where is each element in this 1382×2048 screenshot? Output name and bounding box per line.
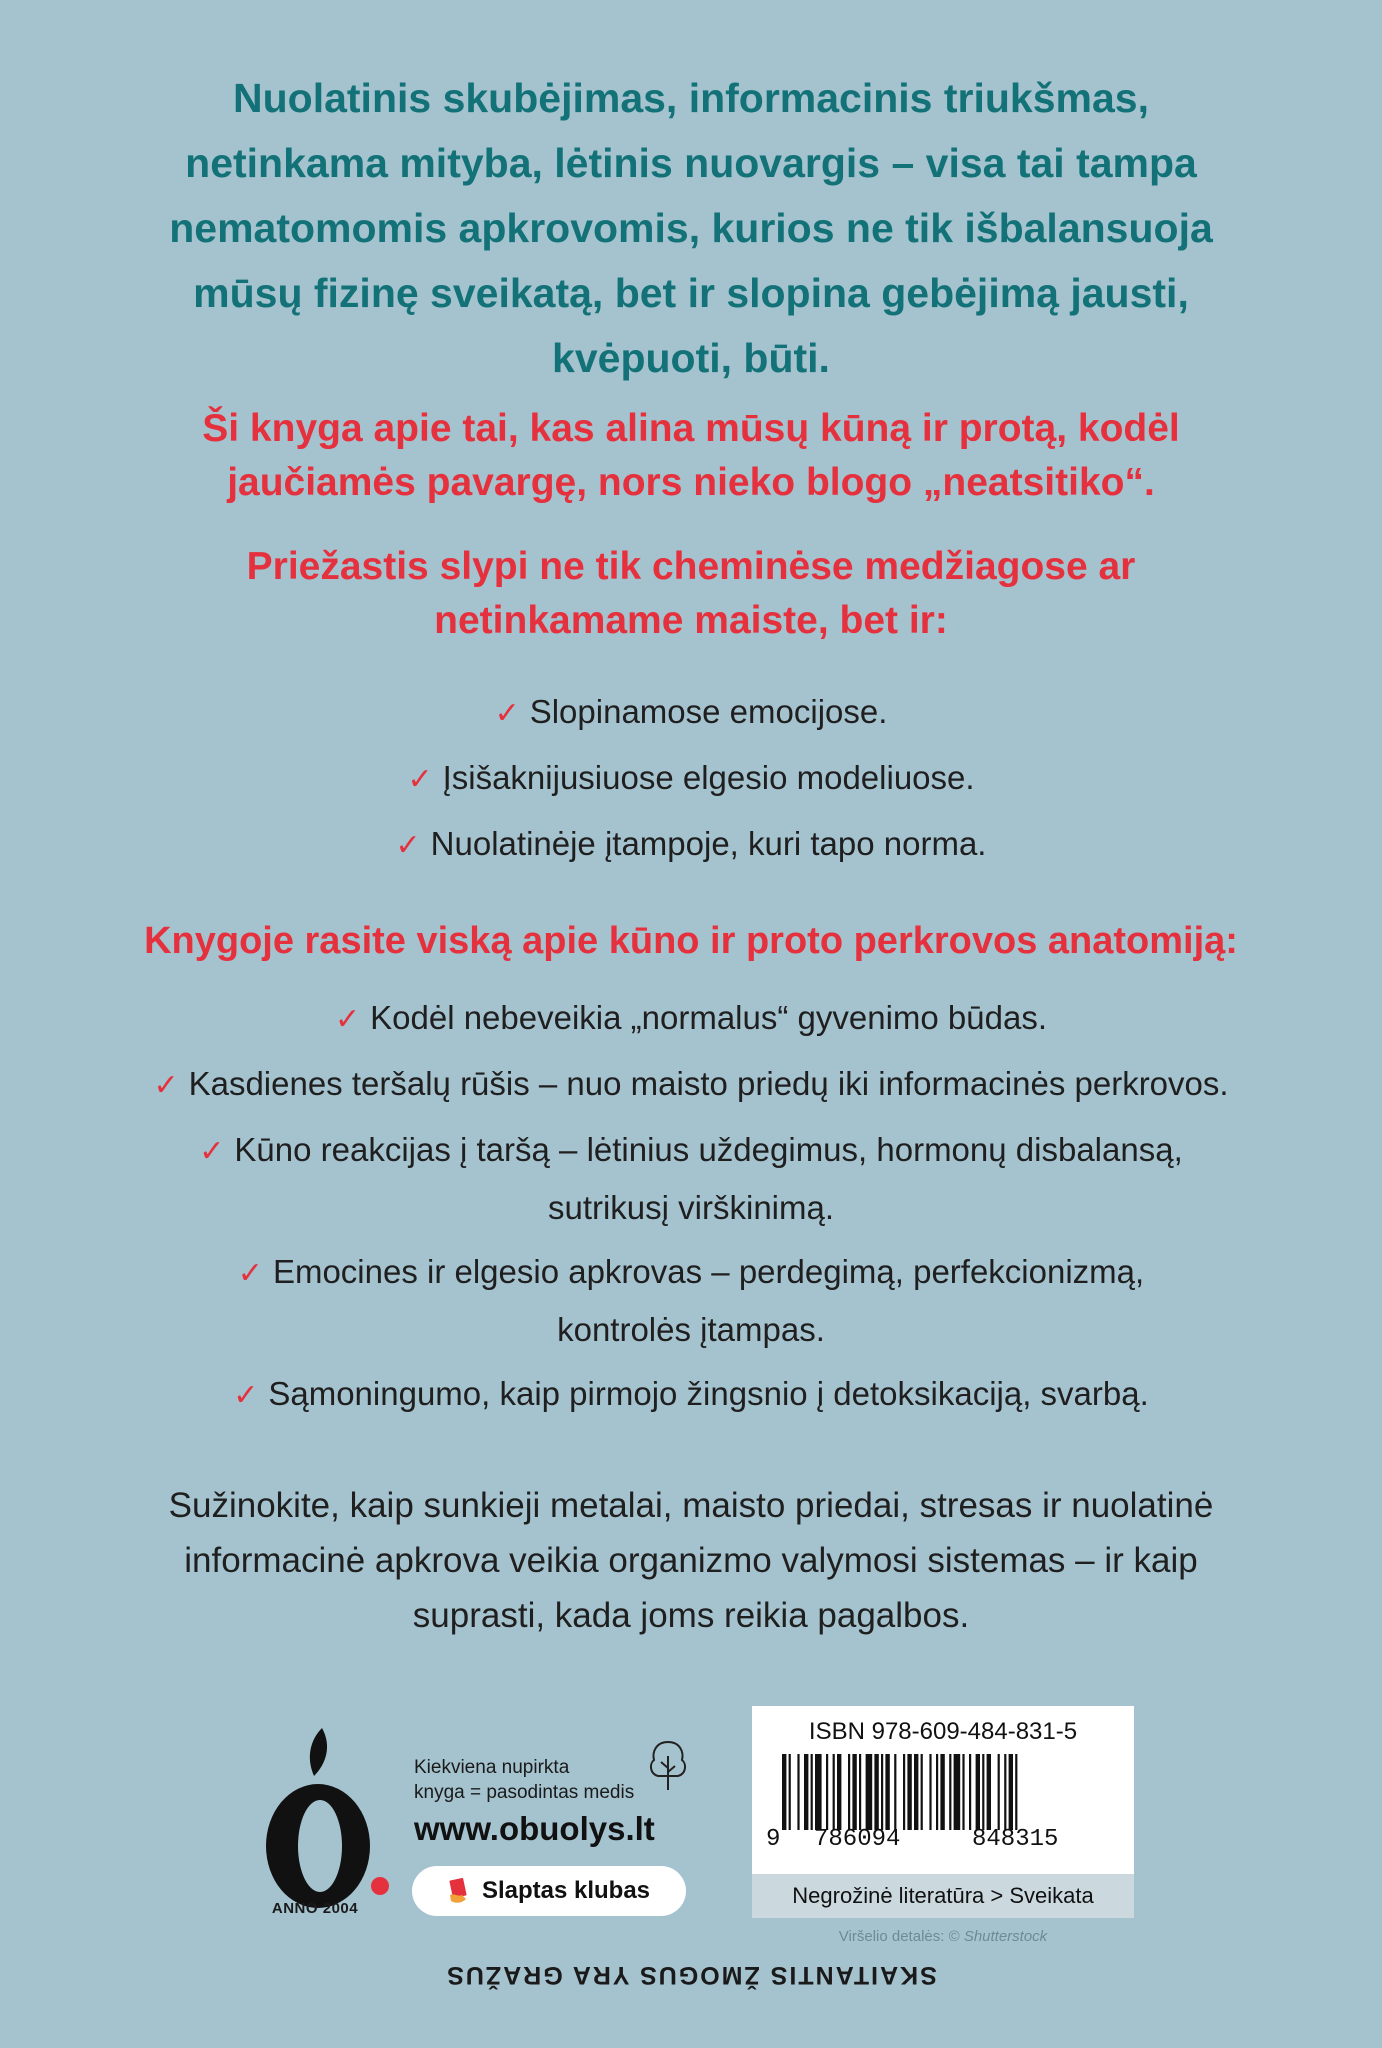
- barcode-bar: [804, 1754, 808, 1830]
- intro-paragraph: [60, 66, 1322, 391]
- cover-credit: [752, 1928, 1134, 1945]
- barcode: [782, 1754, 1108, 1830]
- contents-heading: Knygoje rasite viską apie kūno ir proto perkrovos anatomiją:: [144, 920, 1238, 962]
- list-item-text: Įsišaknijusiuose elgesio modeliuose.: [442, 759, 975, 796]
- barcode-bar: [949, 1754, 951, 1830]
- barcode-bar: [998, 1754, 1000, 1830]
- closing-line: informacinė apkrova veikia organizmo valymosi sistemas – ir kaip: [184, 1541, 1198, 1580]
- list-item-text: Emocines ir elgesio apkrovas – perdegimą, perfekcionizmą,: [272, 1253, 1145, 1290]
- barcode-digits-left: 786094: [814, 1826, 901, 1853]
- lead-line: jaučiamės pavargę, nors nieko blogo „neatsitiko“.: [227, 461, 1155, 504]
- list-item-text: Kasdienes teršalų rūšis – nuo maisto priedų iki informacinės perkrovos.: [188, 1065, 1229, 1102]
- isbn-text: ISBN 978-609-484-831-5: [808, 1718, 1078, 1745]
- barcode-bar: [852, 1754, 856, 1830]
- barcode-bar: [848, 1754, 850, 1830]
- list-item-text: Slopinamose emocijose.: [529, 693, 888, 730]
- intro-line: mūsų fizinę sveikatą, bet ir slopina gebėjimą jausti,: [193, 270, 1189, 316]
- club-label: Slaptas klubas: [481, 1877, 651, 1904]
- barcode-bar: [903, 1754, 905, 1830]
- barcode-bar: [782, 1754, 786, 1830]
- barcode-bar: [921, 1754, 923, 1830]
- tree-note-line: knyga = pasodintas medis: [414, 1782, 635, 1803]
- apple-o-logo: [240, 1718, 400, 1918]
- list-item-text: Sąmoningumo, kaip pirmojo žingsnio į detoksikaciją, svarbą.: [268, 1375, 1149, 1412]
- barcode-bar: [833, 1754, 835, 1830]
- list-item-text: Kūno reakcijas į taršą – lėtinius uždegimus, hormonų disbalansą,: [234, 1131, 1183, 1168]
- lead-line: Ši knyga apie tai, kas alina mūsų kūną ir protą, kodėl: [202, 407, 1180, 450]
- publisher-website-link[interactable]: www.obuolys.lt: [414, 1810, 655, 1847]
- intro-line: netinkama mityba, lėtinis nuovargis – visa tai tampa: [185, 140, 1197, 186]
- barcode-bar: [815, 1754, 822, 1830]
- list-item: [60, 1244, 1322, 1358]
- credit-prefix: Viršelio detalės: ©: [838, 1928, 960, 1945]
- intro-line: kvėpuoti, būti.: [552, 335, 830, 381]
- credit-source: Shutterstock: [963, 1928, 1048, 1945]
- hand-book-icon: [448, 1877, 470, 1905]
- check-icon: ✓: [334, 1002, 361, 1037]
- barcode-bar: [962, 1754, 964, 1830]
- barcode-bar: [936, 1754, 938, 1830]
- category-label: Negrožinė literatūra > Sveikata: [752, 1874, 1134, 1918]
- contents-list: [60, 990, 1322, 1424]
- closing-line: Sužinokite, kaip sunkieji metalai, maisto priedai, stresas ir nuolatinė: [168, 1486, 1214, 1525]
- intro-line: nematomomis apkrovomis, kurios ne tik išbalansuoja: [169, 205, 1213, 251]
- barcode-bar: [874, 1754, 878, 1830]
- list-item-text: kontrolės įtampas.: [557, 1311, 825, 1348]
- tree-note: [414, 1755, 634, 1805]
- check-icon: ✓: [494, 696, 520, 731]
- list-item: [60, 1122, 1322, 1236]
- barcode-bar: [811, 1754, 813, 1830]
- closing-paragraph: [90, 1478, 1292, 1643]
- barcode-bar: [797, 1754, 799, 1830]
- barcode-bar: [907, 1754, 911, 1830]
- check-icon: ✓: [199, 1134, 225, 1169]
- barcode-bar: [987, 1754, 991, 1830]
- barcode-bar: [929, 1754, 931, 1830]
- check-icon: ✓: [233, 1378, 259, 1413]
- barcode-bar: [954, 1754, 961, 1830]
- barcode-bar: [885, 1754, 889, 1830]
- barcode-bar: [976, 1754, 980, 1830]
- check-icon: ✓: [153, 1068, 179, 1103]
- barcode-bar: [837, 1754, 841, 1830]
- tree-outline-icon: [646, 1738, 690, 1792]
- barcode-digit-first: 9: [766, 1826, 781, 1853]
- list-item: [60, 1056, 1322, 1114]
- barcode-bar: [881, 1754, 883, 1830]
- barcode-bar: [982, 1754, 984, 1830]
- list-item-text: Kodėl nebeveikia „normalus“ gyvenimo būdas.: [370, 999, 1047, 1036]
- check-icon: ✓: [407, 762, 433, 797]
- list-item: [60, 816, 1322, 874]
- cause-heading: [60, 540, 1322, 648]
- cause-heading-line: netinkamame maiste, bet ir:: [434, 599, 948, 642]
- list-item-text: sutrikusį virškinimą.: [547, 1189, 835, 1226]
- barcode-bar: [866, 1754, 873, 1830]
- list-item: [60, 1366, 1322, 1424]
- list-item-text: Nuolatinėje įtampoje, kuri tapo norma.: [430, 825, 987, 862]
- club-badge[interactable]: [412, 1866, 686, 1916]
- closing-line: suprasti, kada joms reikia pagalbos.: [412, 1596, 970, 1635]
- list-item: [60, 684, 1322, 742]
- tree-note-line: Kiekviena nupirkta: [414, 1757, 570, 1778]
- list-item: [60, 750, 1322, 808]
- intro-line: Nuolatinis skubėjimas, informacinis triukšmas,: [233, 75, 1149, 121]
- barcode-bar: [1009, 1754, 1013, 1830]
- barcode-bar: [826, 1754, 828, 1830]
- barcode-bar: [914, 1754, 918, 1830]
- motto-inverted: SKAITANTIS ŽMOGUS YRA GRAŽUS: [445, 1961, 937, 1989]
- anno-label: ANNO 2004: [271, 1900, 359, 1917]
- barcode-bar: [789, 1754, 791, 1830]
- barcode-bar: [940, 1754, 944, 1830]
- barcode-bar: [1015, 1754, 1017, 1830]
- barcode-digits-right: 848315: [972, 1826, 1059, 1853]
- lead-paragraph: [60, 402, 1322, 510]
- barcode-bar: [1004, 1754, 1006, 1830]
- barcode-bar: [894, 1754, 896, 1830]
- check-icon: ✓: [395, 828, 421, 863]
- cause-heading-line: Priežastis slypi ne tik cheminėse medžiagose ar: [246, 545, 1136, 588]
- cause-list: [60, 684, 1322, 874]
- barcode-bar: [969, 1754, 971, 1830]
- check-icon: ✓: [237, 1256, 263, 1291]
- barcode-bar: [859, 1754, 861, 1830]
- list-item: [60, 990, 1322, 1048]
